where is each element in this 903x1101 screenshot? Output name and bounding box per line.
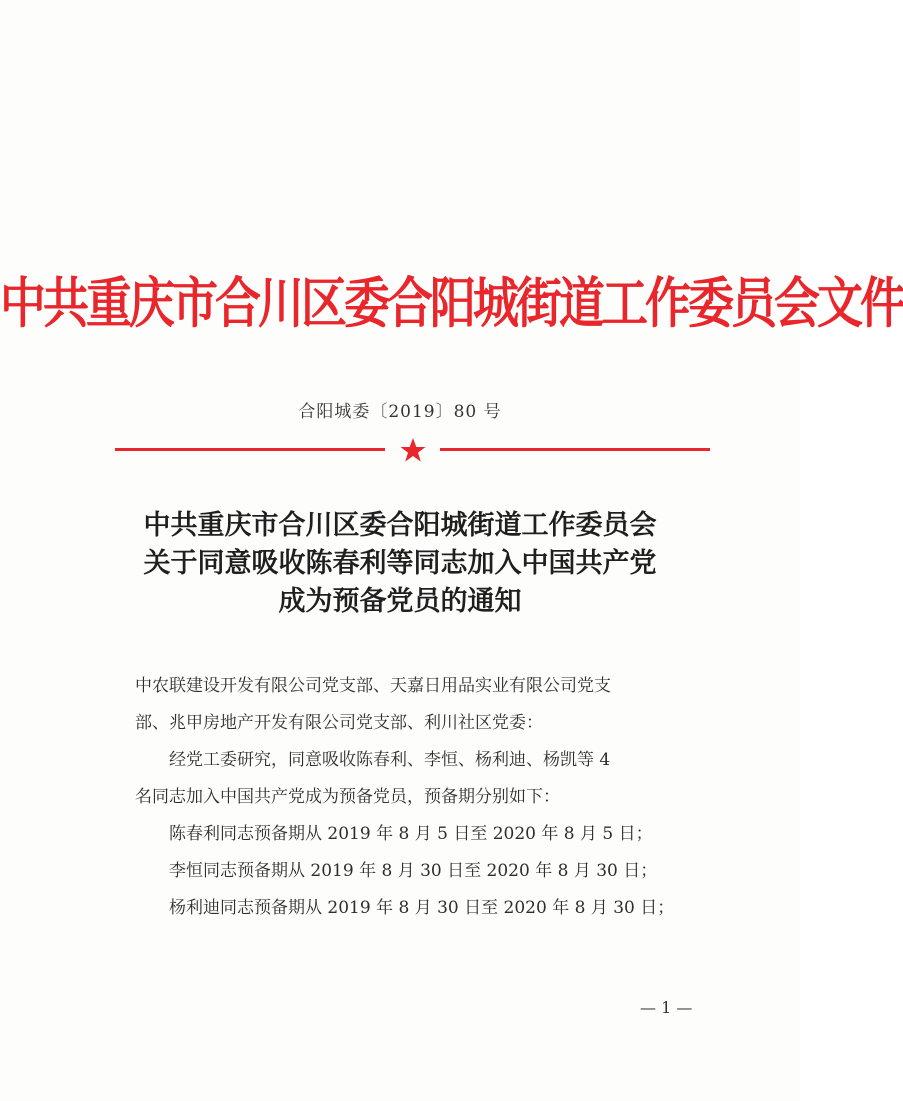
- list-item: 陈春利同志预备期从 2019 年 8 月 5 日至 2020 年 8 月 5 日；: [169, 824, 653, 844]
- recipients-line: 部、兆甲房地产开发有限公司党支部、利川社区党委：: [135, 713, 543, 733]
- divider-line-left: [115, 448, 385, 451]
- notice-title-line: 关于同意吸收陈春利等同志加入中国共产党: [143, 548, 657, 579]
- document-number: 合阳城委〔2019〕80 号: [298, 402, 502, 422]
- star-icon: [399, 437, 427, 463]
- document-header-title: 中共重庆市合川区委合阳城街道工作委员会文件: [0, 271, 903, 336]
- paragraph-line: 名同志加入中国共产党成为预备党员，预备期分别如下：: [135, 787, 560, 807]
- notice-title-line: 中共重庆市合川区委合阳城街道工作委员会: [143, 510, 657, 541]
- red-divider: [115, 437, 710, 463]
- recipients-line: 中农联建设开发有限公司党支部、天嘉日用品实业有限公司党支: [135, 676, 611, 696]
- list-item: 李恒同志预备期从 2019 年 8 月 30 日至 2020 年 8 月 30 日；: [169, 861, 658, 881]
- paragraph-line: 经党工委研究，同意吸收陈春利、李恒、杨利迪、杨凯等 4: [169, 750, 611, 770]
- notice-title-line: 成为预备党员的通知: [278, 586, 522, 617]
- list-item: 杨利迪同志预备期从 2019 年 8 月 30 日至 2020 年 8 月 30 日；: [169, 898, 675, 918]
- notice-title: [0, 507, 800, 621]
- notice-body: [135, 668, 715, 927]
- page-number: — 1 —: [640, 998, 693, 1017]
- divider-line-right: [440, 448, 710, 451]
